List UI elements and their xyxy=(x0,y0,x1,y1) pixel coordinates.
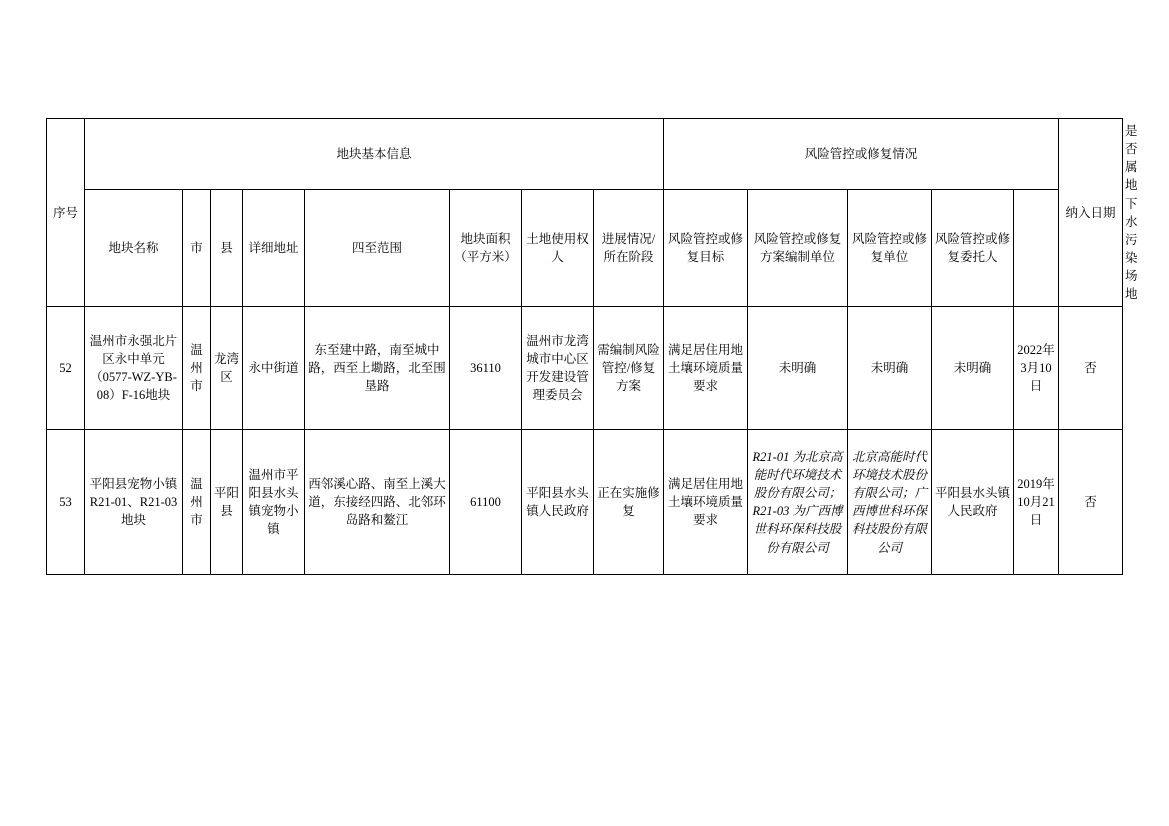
cell-is-groundwater: 否 xyxy=(1059,307,1123,430)
header-seq: 序号 xyxy=(47,119,85,307)
cell-goal: 满足居住用地土壤环境质量要求 xyxy=(664,430,748,575)
cell-repair-unit: 未明确 xyxy=(848,307,932,430)
header-progress: 进展情况/所在阶段 xyxy=(594,190,664,307)
header-boundary: 四至范围 xyxy=(305,190,450,307)
cell-area: 61100 xyxy=(450,430,522,575)
table-row xyxy=(47,430,1123,575)
header-parcel-name: 地块名称 xyxy=(85,190,183,307)
table-row xyxy=(47,307,1123,430)
header-goal: 风险管控或修复目标 xyxy=(664,190,748,307)
cell-land-user: 温州市龙湾城市中心区开发建设管理委员会 xyxy=(522,307,594,430)
cell-plan-unit: R21-01 为北京高能时代环境技术股份有限公司；R21-03 为广西博世科环保科技股份有限公司 xyxy=(748,430,848,575)
cell-parcel-name: 平阳县宠物小镇 R21-01、R21-03 地块 xyxy=(85,430,183,575)
cell-entrust-person: 未明确 xyxy=(932,307,1014,430)
document-page xyxy=(46,118,1138,575)
header-land-user: 土地使用权人 xyxy=(522,190,594,307)
contaminated-land-table xyxy=(46,118,1138,575)
cell-progress: 需编制风险管控/修复方案 xyxy=(594,307,664,430)
header-include-date: 纳入日期 xyxy=(1059,119,1123,307)
header-county: 县 xyxy=(211,190,243,307)
header-repair-unit: 风险管控或修复单位 xyxy=(848,190,932,307)
header-detail-address: 详细地址 xyxy=(243,190,305,307)
cell-is-groundwater: 否 xyxy=(1059,430,1123,575)
cell-area: 36110 xyxy=(450,307,522,430)
header-entrust-person: 风险管控或修复委托人 xyxy=(932,190,1014,307)
cell-seq: 53 xyxy=(47,430,85,575)
cell-entrust-person: 平阳县水头镇人民政府 xyxy=(932,430,1014,575)
cell-goal: 满足居住用地土壤环境质量要求 xyxy=(664,307,748,430)
cell-repair-unit: 北京高能时代环境技术股份有限公司；广西博世科环保科技股份有限公司 xyxy=(848,430,932,575)
table-header-group-row: 序号 地块基本信息 风险管控或修复情况 纳入日期 是否属地下水污染场地 xyxy=(47,119,1123,190)
cell-parcel-name: 温州市永强北片区永中单元（0577-WZ-YB-08）F-16地块 xyxy=(85,307,183,430)
header-group-risk: 风险管控或修复情况 xyxy=(664,119,1059,190)
header-city: 市 xyxy=(183,190,211,307)
cell-land-user: 平阳县水头镇人民政府 xyxy=(522,430,594,575)
cell-progress: 正在实施修复 xyxy=(594,430,664,575)
header-area: 地块面积（平方米） xyxy=(450,190,522,307)
cell-include-date: 2022年3月10日 xyxy=(1014,307,1059,430)
cell-include-date: 2019年10月21日 xyxy=(1014,430,1059,575)
cell-seq: 52 xyxy=(47,307,85,430)
cell-county: 龙湾区 xyxy=(211,307,243,430)
cell-city: 温州市 xyxy=(183,307,211,430)
cell-county: 平阳县 xyxy=(211,430,243,575)
header-group-basic: 地块基本信息 xyxy=(85,119,664,190)
cell-detail-address: 温州市平阳县水头镇宠物小镇 xyxy=(243,430,305,575)
cell-city: 温州市 xyxy=(183,430,211,575)
cell-boundary: 西邻溪心路、南至上溪大道，东接经四路、北邻环岛路和鳌江 xyxy=(305,430,450,575)
cell-detail-address: 永中街道 xyxy=(243,307,305,430)
header-plan-unit: 风险管控或修复方案编制单位 xyxy=(748,190,848,307)
table-header-sub-row xyxy=(47,190,1123,307)
cell-boundary: 东至建中路，南至城中路，西至上墈路，北至围垦路 xyxy=(305,307,450,430)
cell-plan-unit: 未明确 xyxy=(748,307,848,430)
